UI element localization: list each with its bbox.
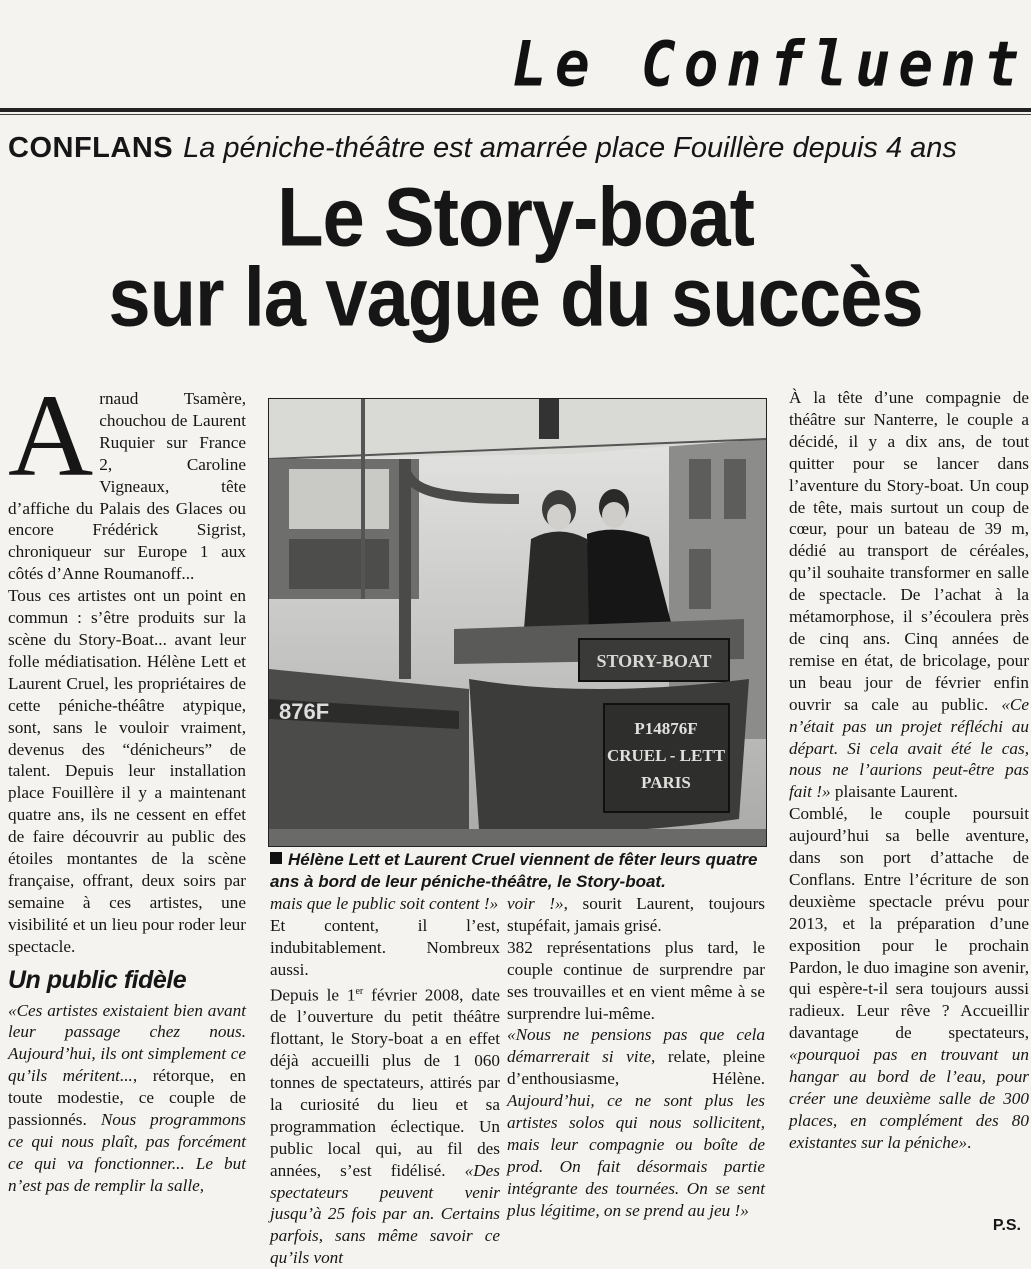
paragraph xyxy=(789,387,1029,803)
newspaper-title: Le Confluent xyxy=(511,27,1027,101)
article-column-4 xyxy=(789,387,1029,1154)
dropcap: A xyxy=(8,370,94,501)
quote: «Ces artistes existaient bien avant leur passage chez nous. Aujourd’hui, ils ont simplement ce qu’ils méritent... xyxy=(8,1000,246,1086)
paragraph xyxy=(789,803,1029,1154)
paragraph-text: février 2008, date de l’ouverture du petit théâtre flottant, le Story-boat a en effet déjà accueilli plus de 1 060 tonnes de spectateurs, attirés par la curiosité du lieu et sa programmation éclectique. Un public local qui, au fil des années, s’est fidélisé. xyxy=(270,985,500,1180)
kicker-subtitle: La péniche-théâtre est amarrée place Fouillère depuis 4 ans xyxy=(183,132,957,164)
quote: mais que le public soit content !» xyxy=(270,894,499,913)
kicker xyxy=(8,132,1023,165)
article-column-2 xyxy=(270,893,500,1269)
plate-line-3: PARIS xyxy=(641,773,691,792)
paragraph-text: . xyxy=(967,1132,972,1152)
headline-line-1: Le Story-boat xyxy=(277,170,754,265)
masthead-rule xyxy=(0,108,1031,112)
plate-line-2: CRUEL - LETT xyxy=(606,746,726,765)
paragraph xyxy=(270,981,500,1269)
photo-caption xyxy=(270,849,765,893)
hull-number: 876F xyxy=(279,699,330,724)
article-photo xyxy=(268,398,767,847)
headline xyxy=(0,170,1031,345)
caption-text: Hélène Lett et Laurent Cruel viennent de fêter leurs quatre ans à bord de leur péniche-théâtre, le Story-boat. xyxy=(270,850,758,891)
quote: «Ce n’était pas un projet réfléchi au départ. Si cela avait été le cas, nous ne l’aurions peut-être pas fait !» xyxy=(789,694,1029,802)
sign-story-boat: STORY-BOAT xyxy=(596,651,712,671)
masthead xyxy=(0,0,1031,110)
article-column-1 xyxy=(8,370,246,1197)
headline-line-2: sur la vague du succès xyxy=(108,250,923,345)
paragraph-text: À la tête d’une compagnie de théâtre sur Nanterre, le couple a décidé, il y a dix ans, de tout quitter pour se lancer dans l’aventure du Story-boat. Un coup de tête, mais surtout un coup de cœur, pour un bateau de 39 m, dédié au transport de céréales, qu’il souhaite transformer en salle de spectacle. De l’achat à la métamorphose, il s’écoulera près de cinq ans. Cinq années de remise en état, de bricolage, pour un beau jour de février enfin ouvrir sa cale au public. xyxy=(789,388,1029,714)
author-signature: P.S. xyxy=(992,1217,1021,1234)
paragraph: Tous ces artistes ont un point en commun : s’être produits sur la scène du Story-Boat... avant leur folle médiatisation. Hélène Lett et Laurent Cruel, les propriétaires de cette péniche-théâtre atypique, sont, sans le vouloir vraiment, devenus des “dénicheurs” de talent. Depuis leur installation place Fouillère il y a maintenant quatre ans, ils ne cessent en effet de faire découvrir au public des étoiles montantes de la scène française, offrant, deux soirs par semaine à ces artistes, une visibilité et un lieu pour roder leur spectacle. xyxy=(8,586,246,956)
subheading: Un public fidèle xyxy=(8,965,187,994)
paragraph xyxy=(507,1024,765,1221)
paragraph-text: , rétorque, en toute modestie, ce couple de passionnés. xyxy=(8,1066,246,1130)
paragraph xyxy=(8,1000,246,1197)
paragraph xyxy=(507,893,765,937)
paragraph-text: Comblé, le couple poursuit aujourd’hui sa belle aventure, dans son port d’attache de Conflans. Entre l’écriture de son deuxième spectacle prévu pour 2013, et la préparation d’une exposition pour le prochain Pardon, le duo imagine son avenir, qui espère-t-il sera toujours aussi radieux. Leur rêve ? Accueillir davantage de spectateurs, xyxy=(789,804,1029,1043)
paragraph-text: plaisante Laurent. xyxy=(830,782,958,802)
quote: «Des spectateurs peuvent venir jusqu’à 25 fois par an. Certains parfois, sans même savoir ce qu’ils vont xyxy=(270,1160,500,1268)
paragraph: 382 représentations plus tard, le couple continue de surprendre par ses trouvailles et en vient même à se surprendre lui-même. xyxy=(507,937,765,1023)
quote: «pourquoi pas en trouvant un hangar au bord de l’eau, pour créer une deuxième salle de 300 places, en complément des 80 existantes sur la péniche» xyxy=(789,1045,1029,1152)
paragraph-text: Depuis le 1 xyxy=(270,985,356,1005)
superscript: er xyxy=(355,985,364,997)
paragraph xyxy=(270,893,500,915)
paragraph-text: rnaud Tsamère, chouchou de Laurent Ruquier sur France 2, Caroline Vigneaux, tête d’affiche du Palais des Glaces ou encore Frédérick Sigrist, chroniqueur sur Europe 1 aux côtés d’Anne Roumanoff... xyxy=(8,389,246,584)
masthead-rule-thin xyxy=(0,114,1031,115)
boat-photo-illustration xyxy=(269,399,766,846)
paragraph: Et content, il l’est, indubitablement. Nombreux aussi. xyxy=(270,915,500,979)
caption-square-icon xyxy=(270,852,282,864)
plate-line-1: P14876F xyxy=(634,719,698,738)
kicker-town: CONFLANS xyxy=(8,132,174,164)
paragraph-text: relate, pleine d’enthousiasme, Hélène. xyxy=(507,1047,766,1089)
paragraph-text: , sourit Laurent, toujours stupéfait, jamais grisé. xyxy=(507,894,765,935)
quote: Nous programmons ce qui nous plaît, pas forcément ce qui va fonctionner... Le but n’est pas de remplir la salle, xyxy=(8,1110,246,1195)
article-column-3 xyxy=(507,893,765,1222)
quote: voir !» xyxy=(507,894,564,913)
quote: «Nous ne pensions pas que cela démarrerait si vite, xyxy=(507,1025,765,1067)
paragraph xyxy=(8,370,246,585)
quote: Aujourd’hui, ce ne sont plus les artistes solos qui nous sollicitent, mais leur compagnie ou boîte de prod. On fait désormais partie intégrante des tournées. On se sent plus légitime, on se prend au jeu !» xyxy=(507,1091,765,1220)
